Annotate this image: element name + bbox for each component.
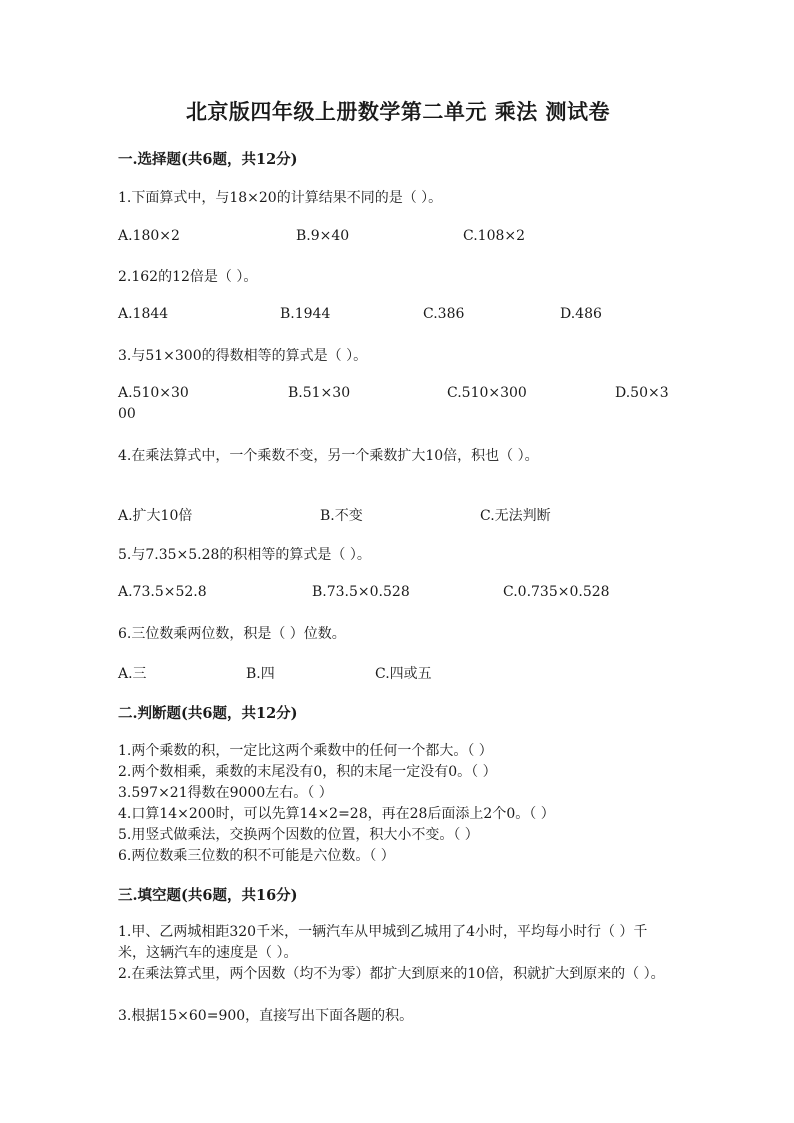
question-2: 2.162的12倍是（ ）。 [118,269,258,285]
question-1: 1.下面算式中，与18×20的计算结果不同的是（ ）。 [118,190,443,206]
judgement-item-2: 2.两个数相乘，乘数的末尾没有0，积的末尾一定没有0。（ ） [118,764,497,780]
option-2b: B.1944 [280,306,331,322]
fill-item-2: 2.在乘法算式里，两个因数（均不为零）都扩大到原来的10倍，积就扩大到原来的（ ）。 [118,966,665,982]
judgement-item-3: 3.597×21得数在9000左右。（ ） [118,785,333,801]
option-2c: C.386 [423,306,465,322]
section-heading-judgement: 二.判断题(共6题，共12分) [118,705,298,722]
option-6c: C.四或五 [375,666,432,682]
question-4: 4.在乘法算式中，一个乘数不变，另一个乘数扩大10倍，积也（ ）。 [118,448,539,464]
option-3d-wrap: 00 [118,406,136,422]
option-5c: C.0.735×0.528 [503,584,610,600]
option-4b: B.不变 [320,508,363,524]
judgement-item-5: 5.用竖式做乘法，交换两个因数的位置，积大小不变。（ ） [118,827,479,843]
fill-item-3: 3.根据15×60=900，直接写出下面各题的积。 [118,1008,414,1024]
option-3d: D.50×3 [615,385,669,401]
option-4a: A.扩大10倍 [118,508,193,524]
option-2d: D.486 [560,306,602,322]
option-4c: C.无法判断 [480,508,551,524]
option-3a: A.510×30 [118,385,189,401]
option-1a: A.180×2 [118,228,180,244]
page-title: 北京版四年级上册数学第二单元 乘法 测试卷 [185,99,611,124]
section-heading-fill: 三.填空题(共6题，共16分) [118,887,298,904]
question-5: 5.与7.35×5.28的积相等的算式是（ ）。 [118,547,371,563]
judgement-item-4: 4.口算14×200时，可以先算14×2=28，再在28后面添上2个0。（ ） [118,806,555,822]
section-heading-choice: 一.选择题(共6题，共12分) [118,151,298,168]
question-6: 6.三位数乘两位数，积是（ ）位数。 [118,626,346,642]
option-5b: B.73.5×0.528 [312,584,410,600]
option-3b: B.51×30 [288,385,351,401]
option-1c: C.108×2 [463,228,526,244]
option-6b: B.四 [246,666,275,682]
option-6a: A.三 [118,666,147,682]
option-1b: B.9×40 [296,228,350,244]
judgement-item-6: 6.两位数乘三位数的积不可能是六位数。（ ） [118,848,395,864]
option-5a: A.73.5×52.8 [118,584,207,600]
option-3c: C.510×300 [447,385,527,401]
fill-item-1: 1.甲、乙两城相距320千米，一辆汽车从甲城到乙城用了4小时，平均每小时行（ ）千米，这辆汽车的速度是（ ）。 [118,924,648,961]
judgement-item-1: 1.两个乘数的积，一定比这两个乘数中的任何一个都大。（ ） [118,743,493,759]
option-2a: A.1844 [118,306,169,322]
question-3: 3.与51×300的得数相等的算式是（ ）。 [118,348,368,364]
